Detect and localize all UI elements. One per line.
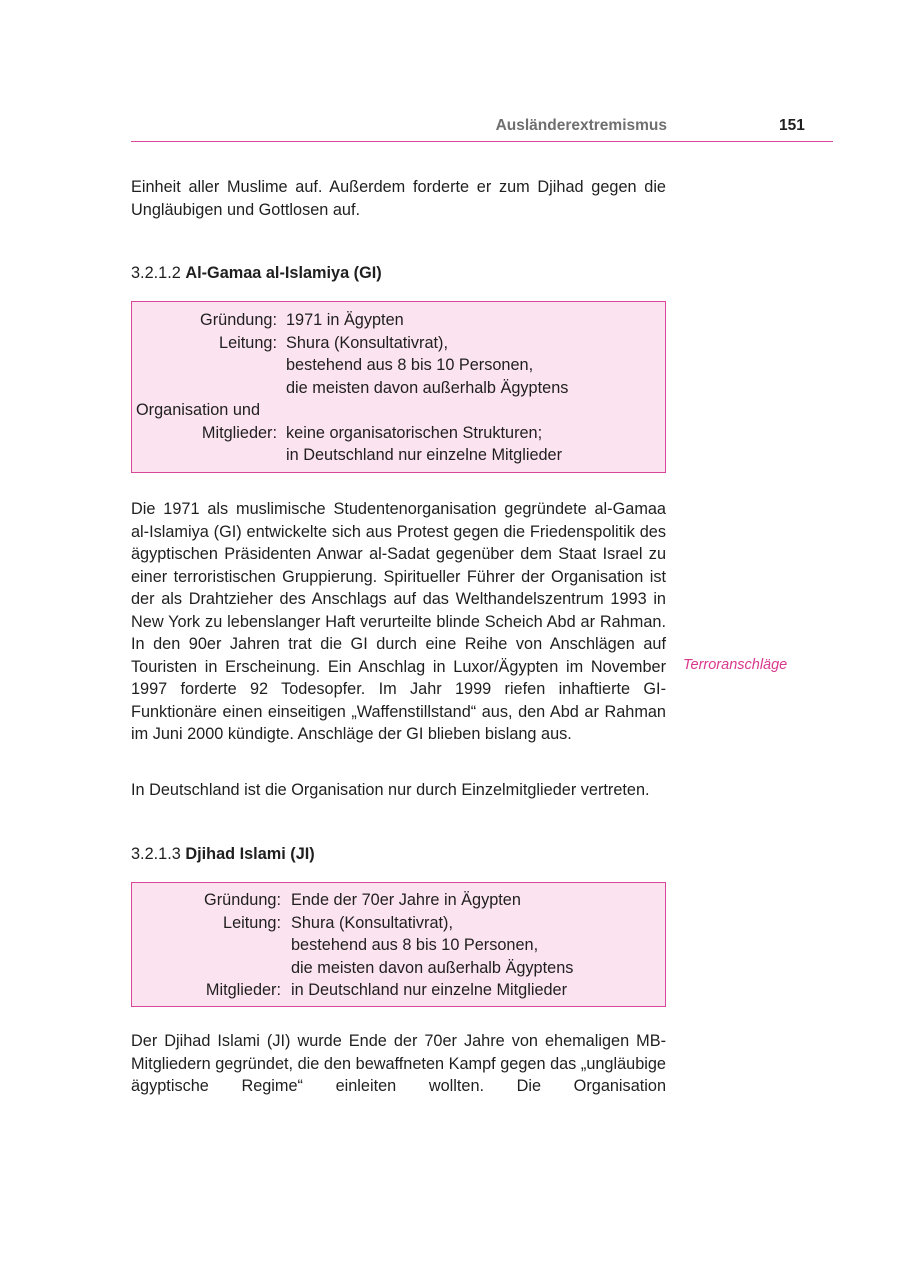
founding-value: Ende der 70er Jahre in Ägypten <box>291 891 521 909</box>
header-rule <box>131 141 833 142</box>
leadership-value-line: Shura (Konsultativrat), <box>291 913 453 932</box>
gi-paragraph-2: In Deutschland ist die Organisation nur durch Einzelmitglieder vertreten. <box>131 781 650 799</box>
margin-note: Terroranschläge <box>683 657 788 673</box>
leadership-value-line: die meisten davon außerhalb Ägyptens <box>286 378 569 397</box>
members-label: Mitglieder: <box>205 981 281 999</box>
section-heading-gi <box>131 262 382 285</box>
leadership-label: Leitung: <box>223 913 281 932</box>
founding-label: Gründung: <box>200 311 277 329</box>
infobox-gi <box>131 301 666 473</box>
section-number: 3.2.1.2 <box>131 264 181 282</box>
page-number: 151 <box>779 117 805 134</box>
intro-paragraph: Einheit aller Muslime auf. Außerdem forderte er zum Djihad gegen die Ungläubigen und Gottlosen auf. <box>131 178 666 219</box>
section-heading-ji <box>131 843 315 866</box>
organisation-label-line: Organisation und <box>136 401 261 419</box>
leadership-value-line: bestehend aus 8 bis 10 Personen, <box>286 356 534 374</box>
founding-value: 1971 in Ägypten <box>286 311 404 329</box>
leadership-value-line: bestehend aus 8 bis 10 Personen, <box>291 936 539 954</box>
ji-paragraph: Der Djihad Islami (JI) wurde Ende der 70er Jahre von ehemaligen MB-Mitgliedern gegründet, die den bewaffneten Kampf gegen das „ungläubige ägyptische Regime“ einleiten wollten. Die Organisation <box>131 1032 666 1095</box>
section-title: Djihad Islami (JI) <box>185 845 315 863</box>
organisation-value-line: in Deutschland nur einzelne Mitglieder <box>286 446 563 464</box>
founding-label: Gründung: <box>204 891 281 909</box>
section-number: 3.2.1.3 <box>131 845 181 863</box>
gi-paragraph: Die 1971 als muslimische Studentenorganisation gegründete al-Gamaa al-Islamiya (GI) entwickelte sich aus Protest gegen die Friedenspolitik des ägyptischen Präsidenten Anwar al-Sadat gegenüber dem Staat Israel zu einer terroristischen Gruppierung. Spiritueller Führer der Organisation ist der als Drahtzieher des Anschlags auf das Welthandelszentrum 1993 in New York zu lebenslanger Haft verurteilte blinde Scheich Abd ar Rahman. In den 90er Jahren trat die GI durch eine Reihe von Anschlägen auf Touristen in Erscheinung. Ein Anschlag in Luxor/Ägypten im November 1997 forderte 92 Todesopfer. Im Jahr 1999 riefen inhaftierte GI-Funktionäre einen einseitigen „Waffenstillstand“ aus, den Abd ar Rahman im Juni 2000 kündigte. Anschläge der GI blieben bislang aus. <box>131 500 666 743</box>
running-header-title: Ausländerextremismus <box>495 117 667 134</box>
leadership-value-line: die meisten davon außerhalb Ägyptens <box>291 958 574 977</box>
infobox-ji <box>131 882 666 1007</box>
leadership-value-line: Shura (Konsultativrat), <box>286 333 448 352</box>
organisation-value-line: keine organisatorischen Strukturen; <box>286 423 543 442</box>
leadership-label: Leitung: <box>219 333 277 352</box>
members-value: in Deutschland nur einzelne Mitglieder <box>291 981 568 999</box>
section-title: Al-Gamaa al-Islamiya (GI) <box>185 264 382 282</box>
members-label: Mitglieder: <box>201 423 277 442</box>
